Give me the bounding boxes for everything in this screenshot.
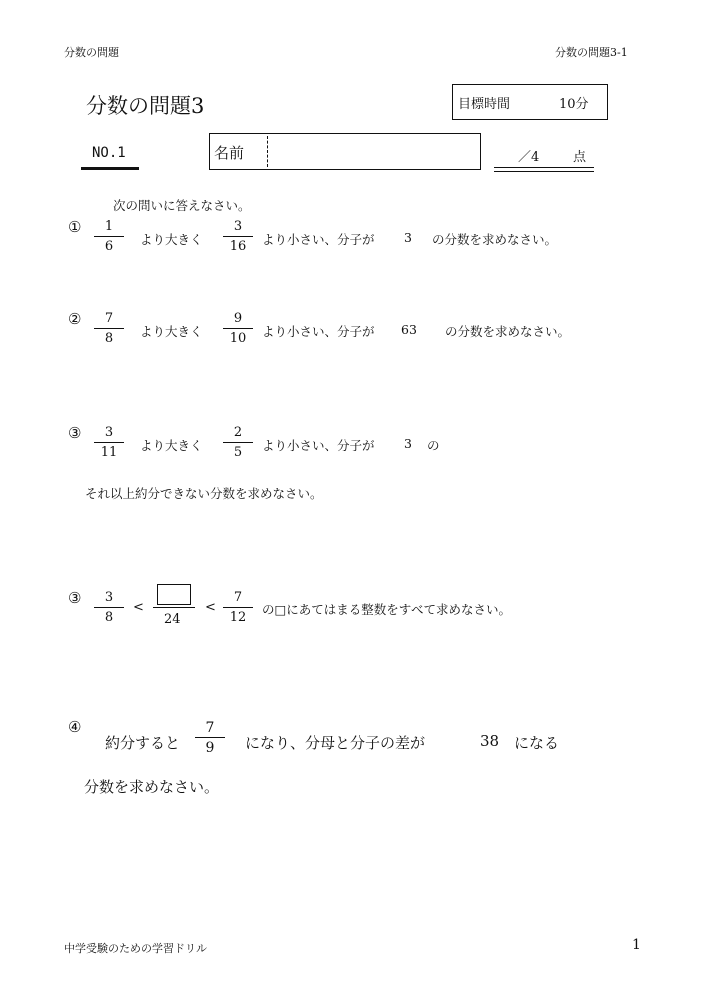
q1-fraction-b [221, 219, 255, 255]
q5-mark: ④ [68, 718, 82, 736]
header-right: 分数の問題3-1 [555, 46, 628, 59]
score-unit: 点 [573, 150, 587, 165]
q1-fraction-a-den: 6 [104, 239, 114, 254]
q2-fraction-b [221, 311, 255, 347]
q3-fraction-b-den: 5 [233, 445, 243, 460]
target-time-box [452, 84, 608, 120]
q2-value: 63 [401, 322, 417, 337]
q2-fraction-a-num: 7 [104, 311, 114, 326]
q2-fraction-a [92, 311, 126, 347]
q3-fraction-b-num: 2 [233, 425, 243, 440]
q4-mark: ③ [68, 589, 82, 607]
fraction-bar [94, 328, 124, 329]
q3-fraction-a-num: 3 [104, 425, 114, 440]
q5-value: 38 [480, 732, 500, 750]
name-box[interactable] [209, 133, 481, 170]
target-time-label: 目標時間 [458, 97, 511, 112]
name-label: 名前 [214, 144, 245, 162]
q3-value: 3 [404, 436, 412, 451]
q4-box-fraction-bar [153, 607, 195, 608]
fraction-bar [223, 442, 253, 443]
q4-box-denominator: 24 [164, 612, 181, 627]
q5-fraction-den: 9 [205, 740, 215, 756]
q3-fraction-a-den: 11 [100, 445, 118, 460]
q4-text-1: の□にあてはまる整数をすべて求めなさい。 [262, 602, 512, 617]
q3-text-1: より大きく [140, 438, 203, 453]
instruction: 次の問いに答えなさい。 [113, 198, 251, 213]
fraction-bar [223, 607, 253, 608]
score-underline-2 [494, 171, 594, 172]
q3-mark: ③ [68, 424, 82, 442]
q5-text-2: になり、分母と分子の差が [245, 734, 426, 752]
q1-text-3: の分数を求めなさい。 [432, 232, 558, 247]
q2-mark: ② [68, 310, 82, 328]
fraction-bar [223, 236, 253, 237]
q2-text-2: より小さい、分子が [262, 324, 375, 339]
q4-blank-box[interactable] [157, 584, 191, 605]
q4-fraction-a [92, 590, 126, 626]
header-left: 分数の問題 [64, 46, 119, 59]
q2-fraction-b-den: 10 [229, 331, 247, 346]
target-time-value: 10分 [559, 97, 589, 112]
name-divider [267, 136, 268, 167]
q3-text-2: より小さい、分子が [262, 438, 375, 453]
q1-fraction-b-num: 3 [233, 219, 243, 234]
q5-fraction [193, 720, 227, 756]
q2-fraction-a-den: 8 [104, 331, 114, 346]
fraction-bar [223, 328, 253, 329]
q1-fraction-b-den: 16 [229, 239, 247, 254]
fraction-bar [94, 236, 124, 237]
q4-fraction-a-den: 8 [104, 610, 114, 625]
q4-fraction-b-den: 12 [229, 610, 247, 625]
q3-fraction-b [221, 425, 255, 461]
score-underline-1 [494, 167, 594, 168]
q2-text-3: の分数を求めなさい。 [445, 324, 571, 339]
q4-fraction-a-num: 3 [104, 590, 114, 605]
q3-fraction-a [92, 425, 126, 461]
q5-text-1: 約分すると [105, 734, 181, 752]
q4-fraction-b [221, 590, 255, 626]
q5-line-2: 分数を求めなさい。 [84, 778, 220, 796]
page-title: 分数の問題3 [86, 94, 205, 118]
q1-value: 3 [404, 230, 412, 245]
q1-text-1: より大きく [140, 232, 203, 247]
q3-text-3: の [427, 438, 440, 453]
q5-fraction-num: 7 [205, 720, 215, 736]
q4-less-than-1: < [133, 600, 144, 615]
q2-text-1: より大きく [140, 324, 203, 339]
score-total: ／4 [518, 150, 540, 165]
problem-number: NO.1 [92, 145, 126, 161]
number-underline [81, 167, 139, 170]
q1-fraction-a [92, 219, 126, 255]
q4-fraction-b-num: 7 [233, 590, 243, 605]
q5-text-3: になる [514, 734, 560, 752]
q4-less-than-2: < [205, 600, 216, 615]
fraction-bar [195, 737, 225, 738]
fraction-bar [94, 607, 124, 608]
q3-line-2: それ以上約分できない分数を求めなさい。 [85, 486, 323, 501]
footer-left: 中学受験のための学習ドリル [64, 942, 207, 955]
q2-fraction-b-num: 9 [233, 311, 243, 326]
q1-text-2: より小さい、分子が [262, 232, 375, 247]
page-number: 1 [632, 937, 641, 953]
q1-mark: ① [68, 218, 82, 236]
fraction-bar [94, 442, 124, 443]
q1-fraction-a-num: 1 [104, 219, 114, 234]
